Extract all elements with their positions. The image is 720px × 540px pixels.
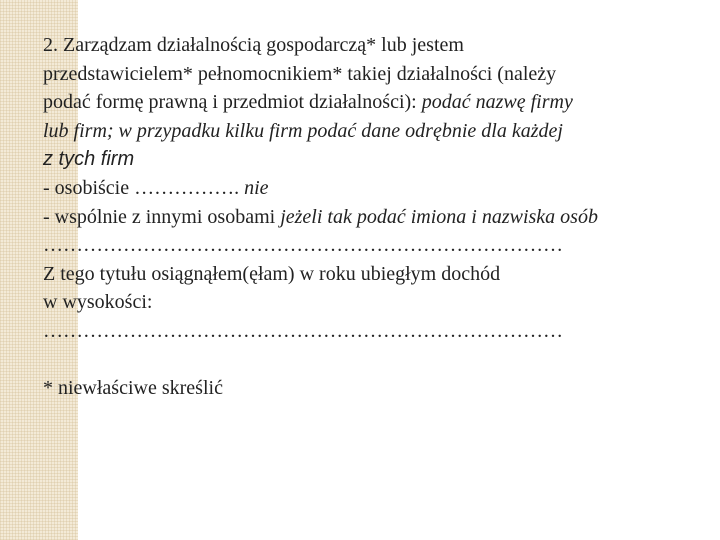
option-jointly-hint: jeżeli tak podać imiona i nazwiska osób: [280, 205, 598, 228]
paragraph-line-3-italic: podać nazwę firmy: [421, 91, 573, 114]
paragraph-line-4: lub firm; w przypadku kilku firm podać dane odrębnie dla każdej: [43, 119, 563, 142]
income-fill-dots: ……………………………………………………………………: [43, 319, 563, 342]
option-personally-value: nie: [244, 176, 269, 199]
spacer: [43, 346, 713, 375]
paragraph-line-5: z tych firm: [43, 148, 135, 171]
income-line-2: w wysokości:: [43, 291, 153, 314]
declaration-section: [43, 31, 713, 403]
option-jointly-label: - wspólnie z innymi osobami: [43, 205, 281, 228]
income-line-1: Z tego tytułu osiągnąłem(ęłam) w roku ubiegłym dochód: [43, 262, 501, 285]
paragraph-line-1: 2. Zarządzam działalnością gospodarczą* lub jestem: [43, 34, 464, 56]
paragraph-line-3-plain: podać formę prawną i przedmiot działalności):: [43, 91, 422, 114]
option-personally: [43, 174, 713, 203]
option-personally-label: - osobiście …………….: [43, 176, 245, 199]
option-jointly-fill-dots: ……………………………………………………………………: [43, 234, 563, 257]
option-jointly: [43, 203, 713, 232]
footnote: * niewłaściwe skreślić: [43, 377, 223, 400]
paragraph-line-2: przedstawicielem* pełnomocnikiem* takiej działalności (należy: [43, 62, 557, 85]
paragraph-line-3: [43, 88, 713, 117]
